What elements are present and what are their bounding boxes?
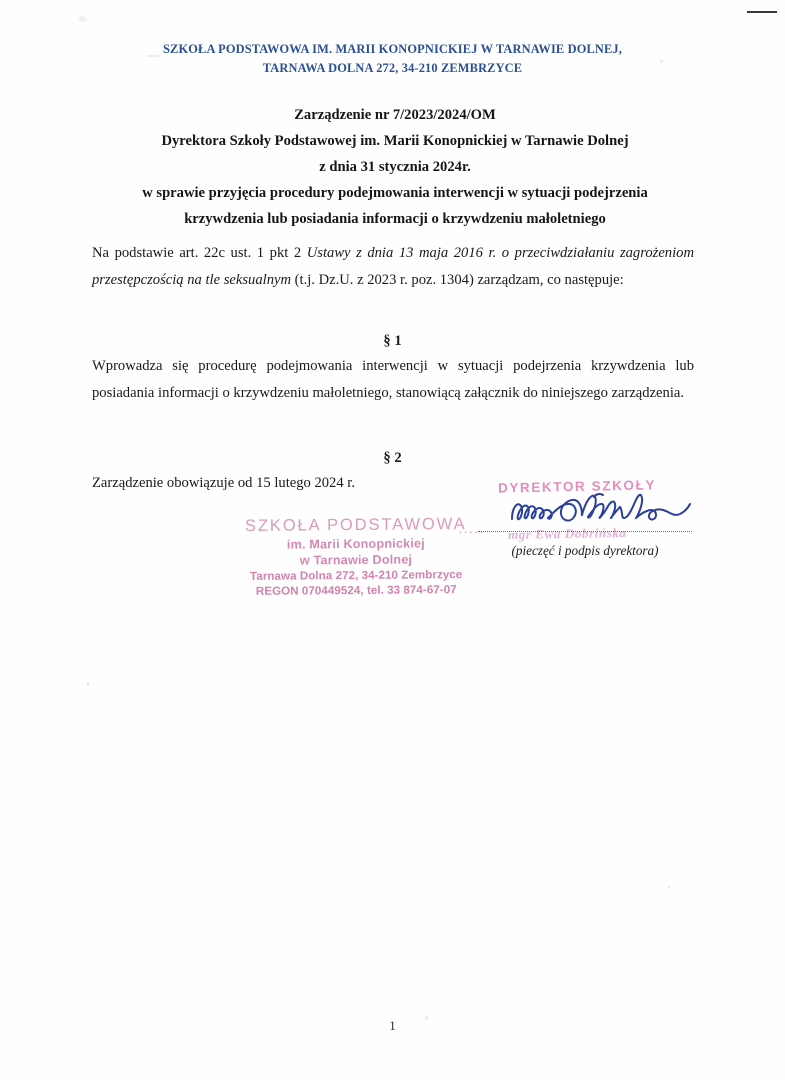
section-mark-1: § 1 [383,333,402,349]
preamble-tail: (t.j. Dz.U. z 2023 r. poz. 1304) zarządzam, co następuje: [291,271,624,288]
school-stamp-line-5: REGON 070449524, tel. 33 874-67-07 [255,583,457,598]
letterhead-line-2: TARNAWA DOLNA 272, 34-210 ZEMBRZYCE [262,61,523,76]
document-title [95,103,695,233]
school-stamp-line-2: im. Marii Konopnickiej [286,536,425,552]
title-line-3: z dnia 31 stycznia 2024r. [319,158,471,175]
letterhead-line-1: SZKOŁA PODSTAWOWA IM. MARII KONOPNICKIEJ W TARNAWIE DOLNEJ, [163,42,622,56]
scan-artifact-top-right [747,11,777,13]
school-stamp-line-3: w Tarnawie Dolnej [299,552,413,568]
signature-caption: (pieczęć i podpis dyrektora) [511,543,659,558]
title-line-5: krzywdzenia lub posiadania informacji o krzywdzeniu małoletniego [184,210,606,227]
title-line-2: Dyrektora Szkoły Podstawowej im. Marii Konopnickiej w Tarnawie Dolnej [161,132,629,149]
preamble-lead: Na podstawie art. 22c ust. 1 pkt 2 [92,245,307,261]
school-stamp [236,515,477,598]
title-line-1: Zarządzenie nr 7/2023/2024/OM [294,107,496,123]
section-mark-2: § 2 [383,450,402,466]
preamble-paragraph [92,240,694,293]
director-stamp-name: mgr Ewa Dobrińska [507,524,627,543]
signature-dotted-line [478,531,692,532]
title-line-4: w sprawie przyjęcia procedury podejmowania interwencji w sytuacji podejrzenia [142,184,648,201]
section-text-2: Zarządzenie obowiązuje od 15 lutego 2024 r. [92,475,356,491]
scan-speck [78,16,87,22]
school-stamp-line-4: Tarnawa Dolna 272, 34-210 Zembrzyce [249,568,463,583]
scan-speck [87,682,89,685]
preamble-act-title: Ustawy z dnia 13 maja 2016 r. o przeciwdziałaniu zagrożeniom przestępczością na tle seksualnym [92,245,694,288]
school-stamp-line-1: SZKOŁA PODSTAWOWA [244,515,467,535]
page-number: 1 [389,1018,396,1033]
section-text-1: Wprowadza się procedurę podejmowania interwencji w sytuacji podejrzenia krzywdzenia lub posiadania informacji o krzywdzeniu małoletniego, stanowiącą załącznik do niniejszego zarządzenia. [92,358,694,401]
director-stamp-title: DYREKTOR SZKOŁY [497,477,657,496]
scan-speck [668,886,670,888]
letterhead [0,40,785,78]
school-stamp-trailing-dots: ····· [458,524,485,539]
